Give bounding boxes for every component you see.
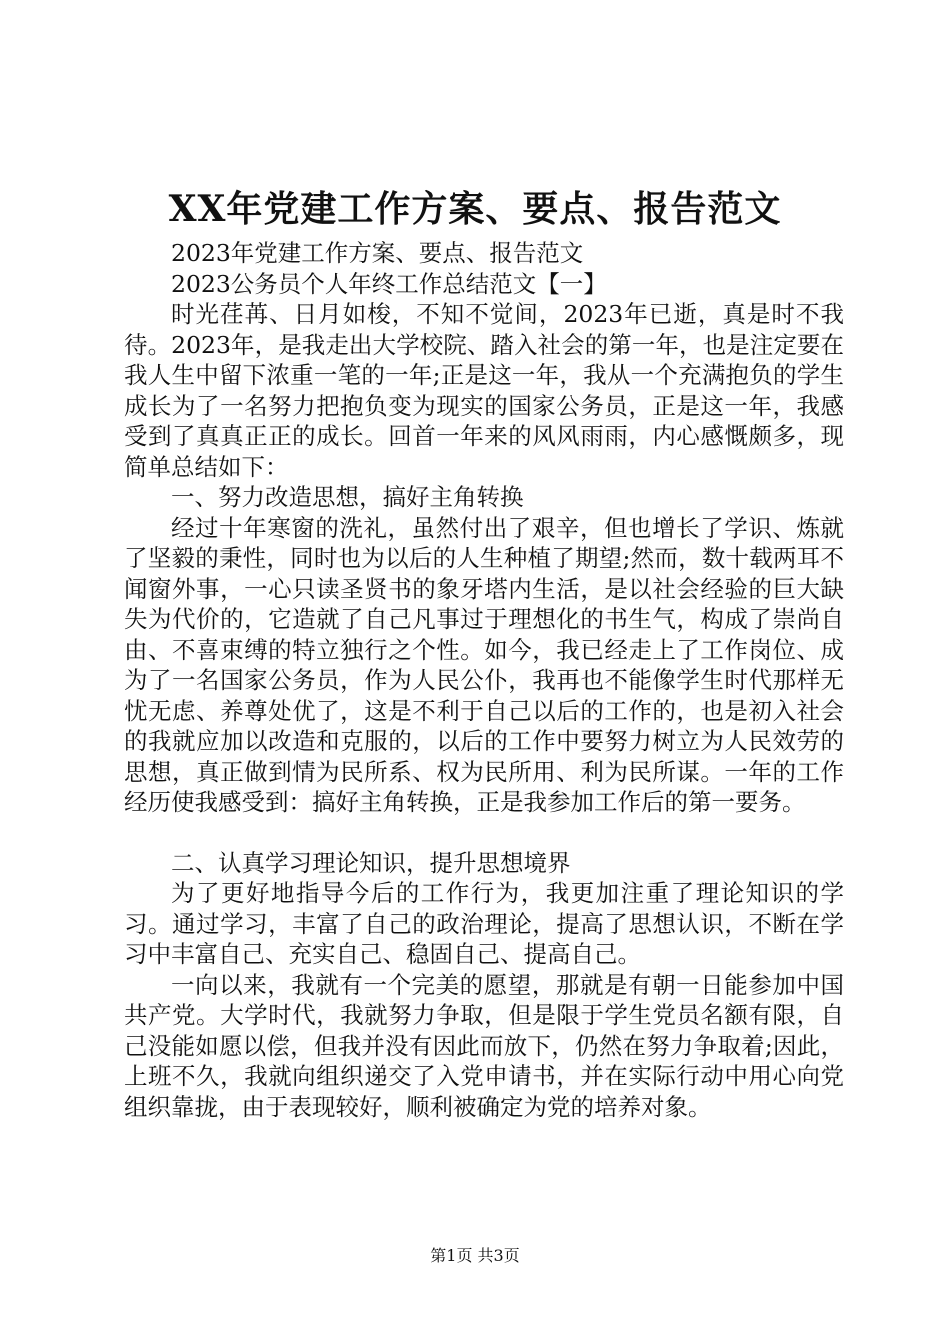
section-heading: 一、努力改造思想，搞好主角转换 [171, 483, 524, 511]
body-paragraph: 为了更好地指导今后的工作行为，我更加注重了理论知识的学习。通过学习，丰富了自己的政治理论，提高了思想认识，不断在学习中丰富自己、充实自己、稳固自己、提高自己。 [124, 879, 844, 968]
body-paragraph: 时光荏苒、日月如梭，不知不觉间，2023年已逝，真是时不我待。2023年，是我走出大学校院、踏入社会的第一年，也是注定要在我人生中留下浓重一笔的一年;正是这一年，我从一个充满抱负的学生成长为了一名努力把抱负变为现实的国家公务员，正是这一年，我感受到了真真正正的成长。回首一年来的风风雨雨，内心感慨颇多，现简单总结如下： [124, 300, 844, 481]
document-body [124, 238, 844, 1122]
body-paragraph: 经过十年寒窗的洗礼，虽然付出了艰辛，但也增长了学识、炼就了坚毅的秉性，同时也为以后的人生种植了期望;然而，数十载两耳不闻窗外事，一心只读圣贤书的象牙塔内生活，是以社会经验的巨大缺失为代价的，它造就了自己凡事过于理想化的书生气，构成了崇尚自由、不喜束缚的特立独行之个性。如今，我已经走上了工作岗位、成为了一名国家公务员，作为人民公仆，我再也不能像学生时代那样无忧无虑、养尊处优了，这是不利于自己以后的工作的，也是初入社会的我就应加以改造和克服的，以后的工作中要努力树立为人民效劳的思想，真正做到情为民所系、权为民所用、利为民所谋。一年的工作经历使我感受到：搞好主角转换，正是我参加工作后的第一要务。 [124, 513, 844, 816]
document-title: XX年党建工作方案、要点、报告范文 [168, 188, 782, 230]
section-title-line: 2023公务员个人年终工作总结范文【一】 [171, 269, 607, 298]
subtitle-line: 2023年党建工作方案、要点、报告范文 [171, 239, 584, 267]
section-heading: 二、认真学习理论知识，提升思想境界 [171, 848, 571, 877]
page-number-footer: 第1页 共3页 [430, 1246, 520, 1265]
body-paragraph: 一向以来，我就有一个完美的愿望，那就是有朝一日能参加中国共产党。大学时代，我就努力争取，但是限于学生党员名额有限，自己没能如愿以偿，但我并没有因此而放下，仍然在努力争取着;因此，上班不久，我就向组织递交了入党申请书，并在实际行动中用心向党组织靠拢，由于表现较好，顺利被确定为党的培养对象。 [124, 970, 844, 1121]
